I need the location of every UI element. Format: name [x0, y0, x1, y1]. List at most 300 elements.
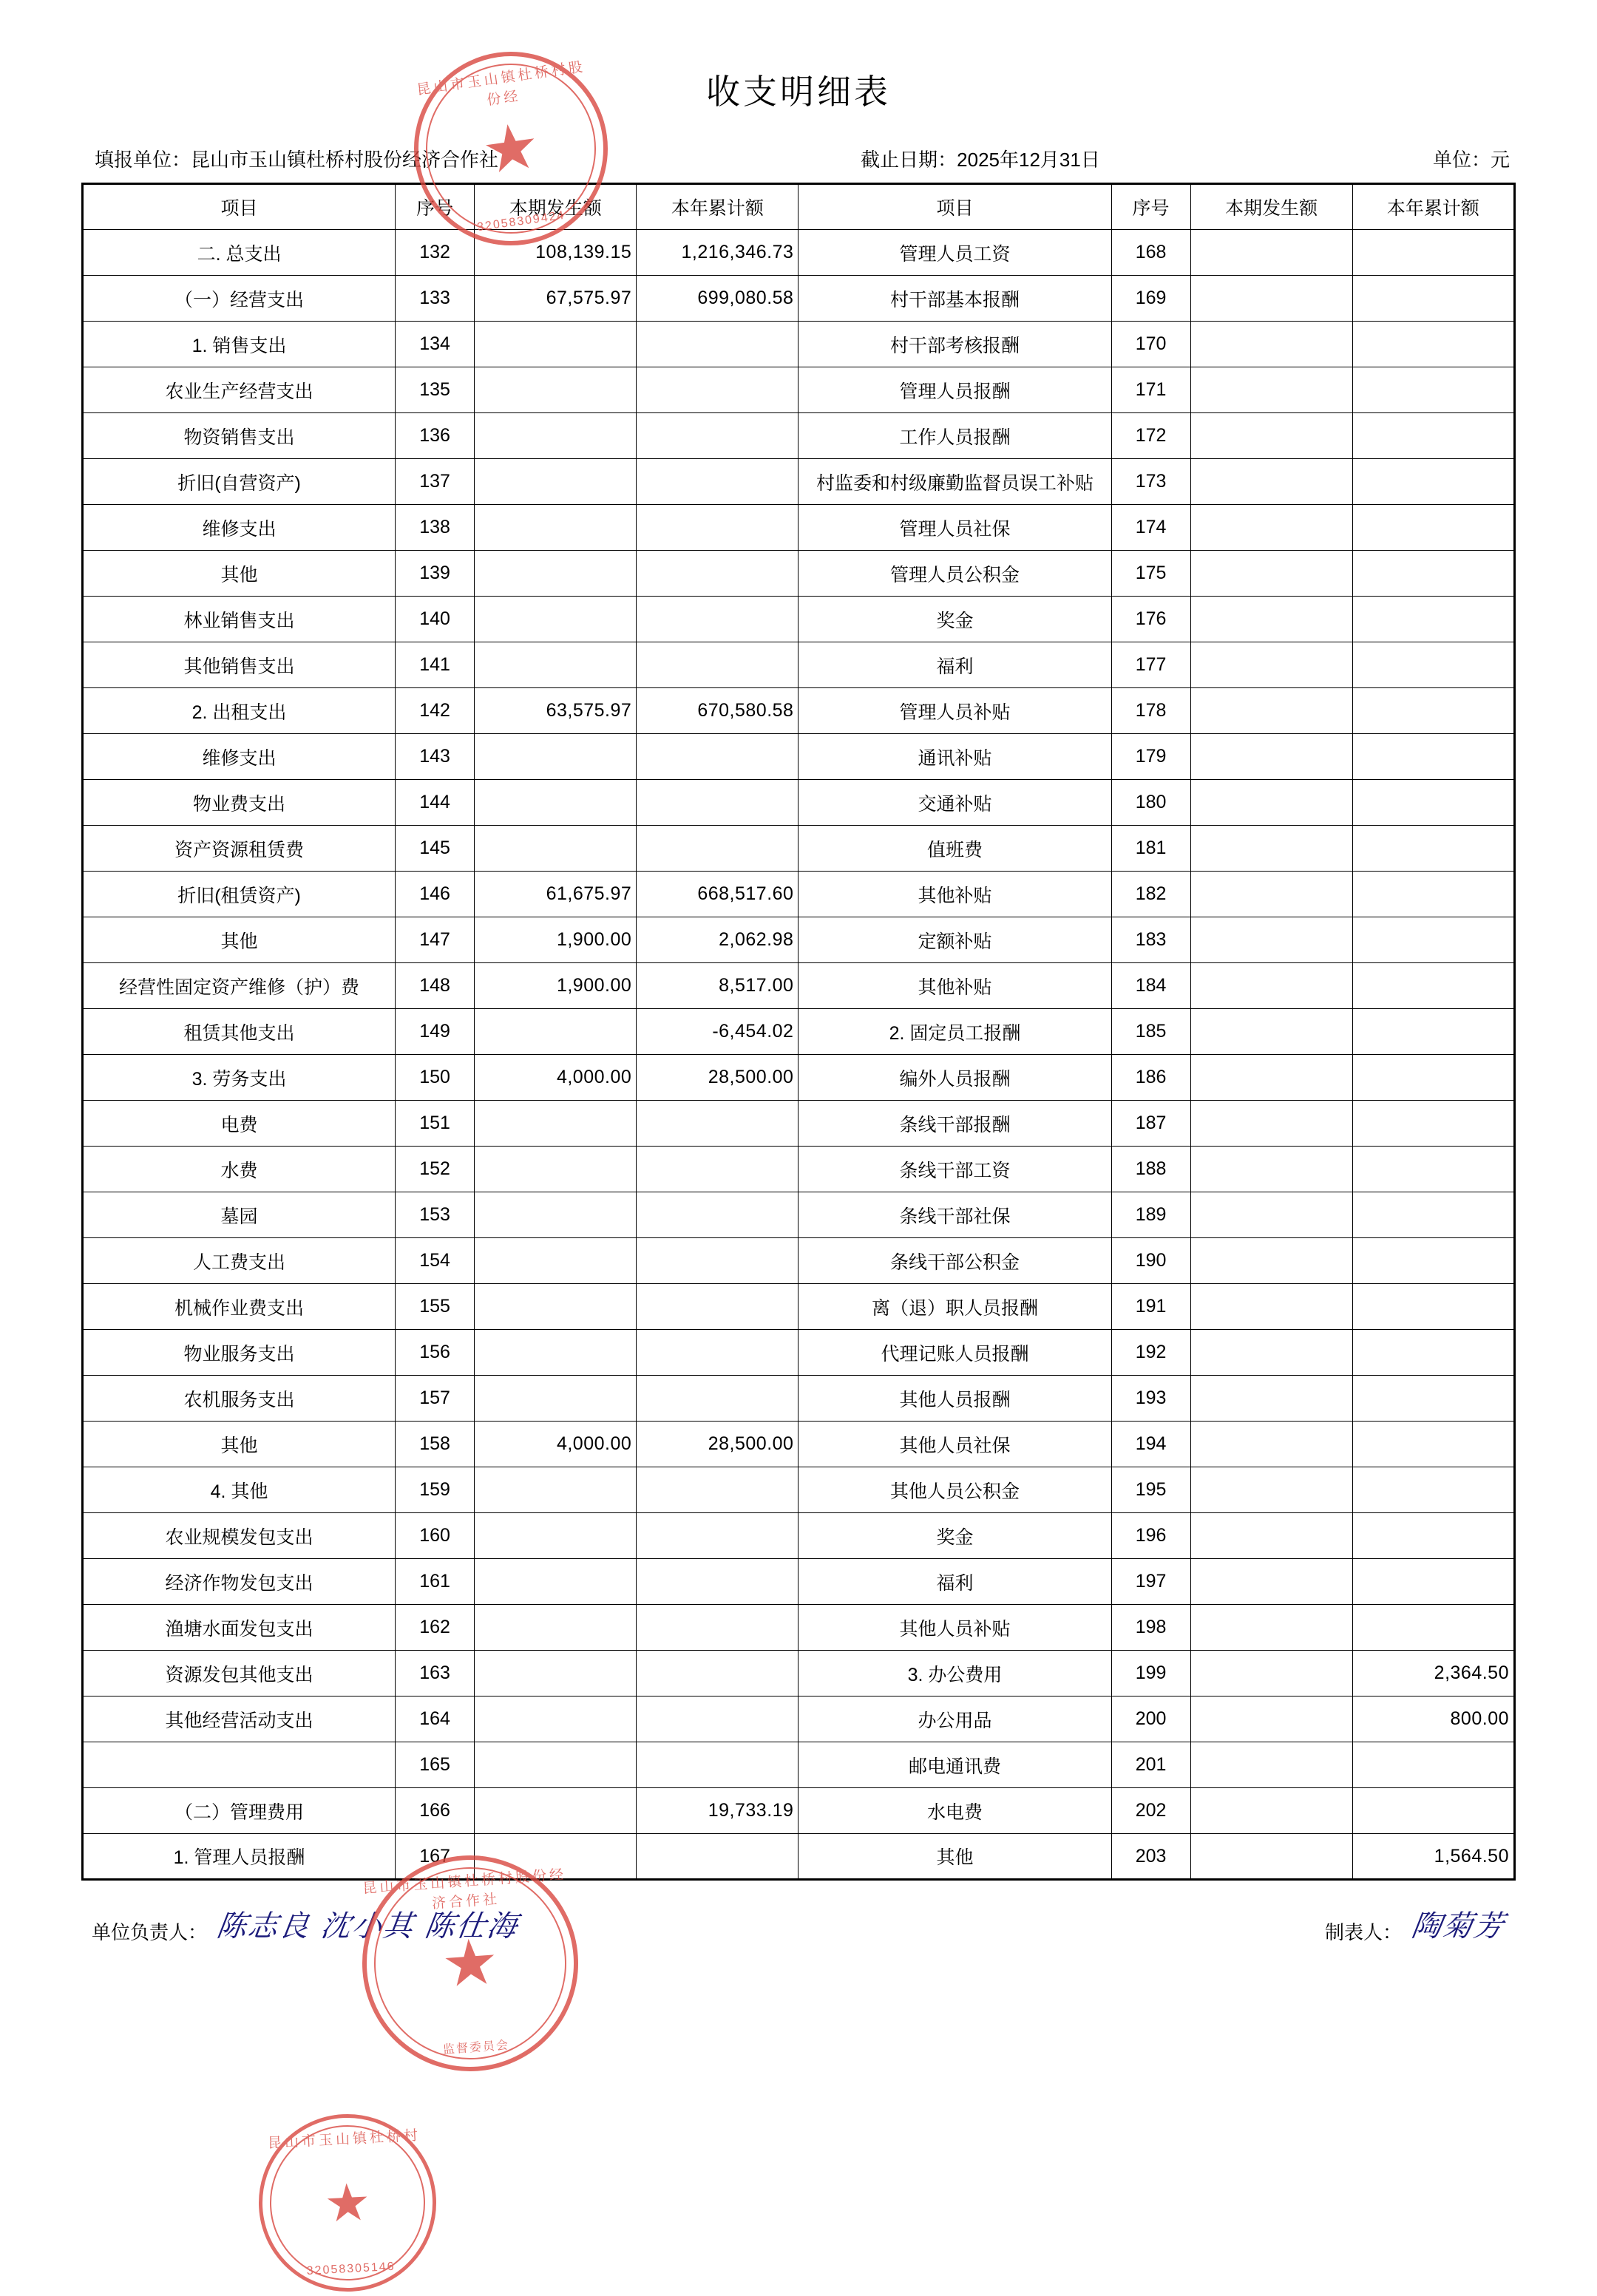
row-ytd-right	[1352, 551, 1514, 597]
seal-ring	[266, 2122, 430, 2285]
row-current-left	[475, 734, 637, 780]
signature-footer	[81, 1903, 1516, 1945]
row-no-right: 171	[1111, 367, 1190, 413]
row-ytd-right: 800.00	[1352, 1696, 1514, 1742]
row-current-right	[1190, 1605, 1352, 1651]
row-no-left: 163	[396, 1651, 475, 1696]
row-ytd-right	[1352, 1238, 1514, 1284]
row-item-left: 物业费支出	[83, 780, 396, 826]
row-current-left	[475, 1330, 637, 1376]
row-current-left	[475, 322, 637, 367]
cutoff-date-label: 截止日期：	[861, 149, 957, 171]
currency-unit: 单位：元	[1432, 149, 1510, 171]
row-current-left	[475, 642, 637, 688]
row-current-right	[1190, 1696, 1352, 1742]
row-no-left: 135	[396, 367, 475, 413]
row-item-right: 村监委和村级廉勤监督员误工补贴	[798, 459, 1111, 505]
row-item-right: 离（退）职人员报酬	[798, 1284, 1111, 1330]
row-no-right: 193	[1111, 1376, 1190, 1422]
row-no-left: 146	[396, 872, 475, 917]
row-item-left: 其他经营活动支出	[83, 1696, 396, 1742]
row-no-right: 195	[1111, 1467, 1190, 1513]
row-ytd-left: 670,580.58	[637, 688, 798, 734]
responsible-person-label: 单位负责人：	[92, 1921, 208, 1943]
row-ytd-left: 19,733.19	[637, 1788, 798, 1834]
row-item-right: 条线干部公积金	[798, 1238, 1111, 1284]
row-item-right: 其他	[798, 1834, 1111, 1880]
header-no-right: 序号	[1111, 184, 1190, 230]
row-item-left: 折旧(自营资产)	[83, 459, 396, 505]
row-no-right: 185	[1111, 1009, 1190, 1055]
row-ytd-left	[637, 1192, 798, 1238]
row-current-right	[1190, 780, 1352, 826]
row-current-left	[475, 551, 637, 597]
row-item-left: 其他	[83, 917, 396, 963]
row-no-right: 203	[1111, 1834, 1190, 1880]
row-no-left: 151	[396, 1101, 475, 1147]
row-ytd-left: 8,517.00	[637, 963, 798, 1009]
seal-top-text: 昆山市玉山镇杜桥村股份经	[416, 59, 587, 109]
row-current-left	[475, 367, 637, 413]
row-no-right: 198	[1111, 1605, 1190, 1651]
table-row	[83, 1192, 1515, 1238]
row-item-right: 定额补贴	[798, 917, 1111, 963]
row-no-left: 154	[396, 1238, 475, 1284]
header-ytd-left: 本年累计额	[637, 184, 798, 230]
row-current-right	[1190, 1055, 1352, 1101]
row-no-right: 172	[1111, 413, 1190, 459]
responsible-person	[92, 1903, 521, 1945]
row-current-right	[1190, 826, 1352, 872]
table-row	[83, 688, 1515, 734]
row-ytd-left	[637, 1559, 798, 1605]
row-ytd-left	[637, 1101, 798, 1147]
row-current-left	[475, 1651, 637, 1696]
cutoff-date-value: 2025年12月31日	[957, 149, 1100, 171]
row-item-right: 管理人员工资	[798, 230, 1111, 276]
row-no-left: 157	[396, 1376, 475, 1422]
row-ytd-right	[1352, 780, 1514, 826]
row-current-left	[475, 1284, 637, 1330]
row-item-left: （一）经营支出	[83, 276, 396, 322]
row-ytd-left	[637, 551, 798, 597]
row-no-left: 165	[396, 1742, 475, 1788]
reporting-unit	[95, 145, 498, 172]
row-item-right: 管理人员补贴	[798, 688, 1111, 734]
row-ytd-left: 699,080.58	[637, 276, 798, 322]
table-row	[83, 1376, 1515, 1422]
row-ytd-right	[1352, 459, 1514, 505]
row-no-left: 137	[396, 459, 475, 505]
row-item-left: 机械作业费支出	[83, 1284, 396, 1330]
row-ytd-left	[637, 1513, 798, 1559]
table-row	[83, 322, 1515, 367]
row-ytd-left	[637, 734, 798, 780]
row-current-right	[1190, 230, 1352, 276]
row-ytd-left: 2,062.98	[637, 917, 798, 963]
row-current-right	[1190, 413, 1352, 459]
table-row	[83, 780, 1515, 826]
row-item-left: 农业规模发包支出	[83, 1513, 396, 1559]
row-item-right: 村干部考核报酬	[798, 322, 1111, 367]
row-item-right: 交通补贴	[798, 780, 1111, 826]
row-ytd-left	[637, 1376, 798, 1422]
official-seal-signature	[254, 2110, 441, 2296]
row-no-right: 179	[1111, 734, 1190, 780]
row-current-left	[475, 459, 637, 505]
row-ytd-left	[637, 642, 798, 688]
row-current-left: 63,575.97	[475, 688, 637, 734]
row-item-left: 3. 劳务支出	[83, 1055, 396, 1101]
row-item-left: 其他	[83, 551, 396, 597]
row-current-left: 1,900.00	[475, 917, 637, 963]
table-row	[83, 1055, 1515, 1101]
row-item-right: 值班费	[798, 826, 1111, 872]
row-ytd-left	[637, 1742, 798, 1788]
row-no-right: 177	[1111, 642, 1190, 688]
row-no-left: 139	[396, 551, 475, 597]
row-no-right: 181	[1111, 826, 1190, 872]
row-no-left: 152	[396, 1147, 475, 1192]
row-no-right: 199	[1111, 1651, 1190, 1696]
row-item-right: 奖金	[798, 597, 1111, 642]
row-item-left: 维修支出	[83, 505, 396, 551]
seal-bottom-text: 32058305146	[306, 2260, 396, 2278]
row-ytd-left	[637, 322, 798, 367]
row-current-right	[1190, 1651, 1352, 1696]
table-row	[83, 1742, 1515, 1788]
row-item-left: 二. 总支出	[83, 230, 396, 276]
row-item-left: 4. 其他	[83, 1467, 396, 1513]
row-item-left	[83, 1742, 396, 1788]
table-row	[83, 1238, 1515, 1284]
row-ytd-left	[637, 1238, 798, 1284]
row-no-right: 169	[1111, 276, 1190, 322]
table-row	[83, 1696, 1515, 1742]
table-row	[83, 1330, 1515, 1376]
seal-bottom-text: 32058309424	[476, 208, 566, 234]
row-no-left: 133	[396, 276, 475, 322]
row-current-right	[1190, 1238, 1352, 1284]
row-ytd-right: 2,364.50	[1352, 1651, 1514, 1696]
reporting-unit-value: 昆山市玉山镇杜桥村股份经济合作社	[191, 149, 499, 171]
table-row	[83, 734, 1515, 780]
row-current-left	[475, 780, 637, 826]
row-current-right	[1190, 1376, 1352, 1422]
row-no-left: 147	[396, 917, 475, 963]
row-no-right: 173	[1111, 459, 1190, 505]
row-ytd-left	[637, 780, 798, 826]
row-ytd-right	[1352, 1009, 1514, 1055]
row-ytd-left	[637, 505, 798, 551]
row-current-left	[475, 1467, 637, 1513]
table-row	[83, 459, 1515, 505]
row-no-right: 197	[1111, 1559, 1190, 1605]
table-row	[83, 642, 1515, 688]
row-no-left: 144	[396, 780, 475, 826]
row-ytd-left: 28,500.00	[637, 1055, 798, 1101]
header-no-left: 序号	[396, 184, 475, 230]
table-row	[83, 1559, 1515, 1605]
row-item-left: 经济作物发包支出	[83, 1559, 396, 1605]
row-no-right: 175	[1111, 551, 1190, 597]
row-current-right	[1190, 688, 1352, 734]
table-row	[83, 1009, 1515, 1055]
row-item-left: 渔塘水面发包支出	[83, 1605, 396, 1651]
star-icon: ★	[439, 1926, 501, 2001]
row-current-right	[1190, 276, 1352, 322]
row-no-left: 142	[396, 688, 475, 734]
row-item-right: 通讯补贴	[798, 734, 1111, 780]
row-current-left: 4,000.00	[475, 1055, 637, 1101]
row-current-right	[1190, 1422, 1352, 1467]
table-row	[83, 551, 1515, 597]
row-current-right	[1190, 1147, 1352, 1192]
row-no-left: 138	[396, 505, 475, 551]
row-no-left: 150	[396, 1055, 475, 1101]
row-current-left	[475, 1147, 637, 1192]
table-row	[83, 1284, 1515, 1330]
row-item-left: 墓园	[83, 1192, 396, 1238]
row-ytd-right	[1352, 505, 1514, 551]
row-no-left: 141	[396, 642, 475, 688]
row-ytd-right	[1352, 642, 1514, 688]
row-item-right: 工作人员报酬	[798, 413, 1111, 459]
row-no-left: 155	[396, 1284, 475, 1330]
row-no-right: 187	[1111, 1101, 1190, 1147]
row-no-left: 166	[396, 1788, 475, 1834]
row-ytd-right	[1352, 322, 1514, 367]
table-header-row	[83, 184, 1515, 230]
row-no-left: 148	[396, 963, 475, 1009]
header-item-left: 项目	[83, 184, 396, 230]
row-item-right: 管理人员公积金	[798, 551, 1111, 597]
table-row	[83, 826, 1515, 872]
row-ytd-right	[1352, 917, 1514, 963]
row-ytd-left	[637, 826, 798, 872]
row-item-left: 农机服务支出	[83, 1376, 396, 1422]
star-icon: ★	[322, 2173, 373, 2233]
row-no-left: 143	[396, 734, 475, 780]
document-meta	[81, 145, 1516, 172]
row-current-right	[1190, 963, 1352, 1009]
row-item-left: 资源发包其他支出	[83, 1651, 396, 1696]
reporting-unit-label: 填报单位：	[95, 149, 191, 171]
row-item-left: 其他	[83, 1422, 396, 1467]
table-row	[83, 505, 1515, 551]
row-ytd-right	[1352, 413, 1514, 459]
row-no-left: 156	[396, 1330, 475, 1376]
table-row	[83, 1788, 1515, 1834]
row-no-right: 180	[1111, 780, 1190, 826]
row-item-left: 1. 销售支出	[83, 322, 396, 367]
row-no-right: 188	[1111, 1147, 1190, 1192]
row-current-left: 108,139.15	[475, 230, 637, 276]
row-current-right	[1190, 1284, 1352, 1330]
row-item-right: 办公用品	[798, 1696, 1111, 1742]
row-item-right: 其他人员社保	[798, 1422, 1111, 1467]
row-item-right: 条线干部社保	[798, 1192, 1111, 1238]
row-current-left	[475, 1513, 637, 1559]
row-no-right: 184	[1111, 963, 1190, 1009]
row-ytd-left: 28,500.00	[637, 1422, 798, 1467]
row-ytd-right	[1352, 597, 1514, 642]
seal-bottom-text: 监督委员会	[442, 2039, 510, 2056]
row-ytd-right	[1352, 367, 1514, 413]
row-current-left	[475, 1238, 637, 1284]
row-current-right	[1190, 322, 1352, 367]
row-ytd-right	[1352, 1055, 1514, 1101]
star-icon: ★	[478, 109, 544, 188]
row-no-left: 159	[396, 1467, 475, 1513]
row-no-left: 140	[396, 597, 475, 642]
row-current-right	[1190, 551, 1352, 597]
row-current-left: 61,675.97	[475, 872, 637, 917]
row-current-right	[1190, 1513, 1352, 1559]
row-item-right: 其他人员补贴	[798, 1605, 1111, 1651]
row-ytd-right	[1352, 734, 1514, 780]
row-current-left	[475, 1788, 637, 1834]
row-ytd-left	[637, 459, 798, 505]
row-current-right	[1190, 1742, 1352, 1788]
row-item-right: 其他人员公积金	[798, 1467, 1111, 1513]
preparer-label: 制表人：	[1324, 1921, 1402, 1943]
table-row	[83, 1147, 1515, 1192]
cutoff-date	[861, 145, 1100, 172]
row-ytd-left: 668,517.60	[637, 872, 798, 917]
row-current-right	[1190, 367, 1352, 413]
table-row	[83, 917, 1515, 963]
row-ytd-left: -6,454.02	[637, 1009, 798, 1055]
row-no-right: 183	[1111, 917, 1190, 963]
table-row	[83, 413, 1515, 459]
table-row	[83, 367, 1515, 413]
table-row	[83, 1513, 1515, 1559]
row-item-right: 条线干部工资	[798, 1147, 1111, 1192]
row-ytd-left	[637, 1605, 798, 1651]
row-ytd-left: 1,216,346.73	[637, 230, 798, 276]
row-current-right	[1190, 1330, 1352, 1376]
row-no-left: 153	[396, 1192, 475, 1238]
row-item-left: 维修支出	[83, 734, 396, 780]
row-current-left	[475, 1101, 637, 1147]
row-no-left: 167	[396, 1834, 475, 1880]
table-row	[83, 872, 1515, 917]
row-current-left	[475, 1376, 637, 1422]
table-row	[83, 597, 1515, 642]
row-current-right	[1190, 872, 1352, 917]
row-ytd-right	[1352, 963, 1514, 1009]
row-current-right	[1190, 1192, 1352, 1238]
row-ytd-right	[1352, 1605, 1514, 1651]
row-ytd-left	[637, 597, 798, 642]
row-no-left: 158	[396, 1422, 475, 1467]
row-no-left: 145	[396, 826, 475, 872]
row-item-right: 2. 固定员工报酬	[798, 1009, 1111, 1055]
row-no-right: 176	[1111, 597, 1190, 642]
row-current-left	[475, 505, 637, 551]
row-item-left: 林业销售支出	[83, 597, 396, 642]
table-row	[83, 230, 1515, 276]
row-item-right: 村干部基本报酬	[798, 276, 1111, 322]
row-item-right: 编外人员报酬	[798, 1055, 1111, 1101]
row-no-left: 136	[396, 413, 475, 459]
table-row	[83, 963, 1515, 1009]
row-ytd-left	[637, 1467, 798, 1513]
seal-top-text: 昆山市玉山镇杜桥村	[267, 2127, 421, 2152]
row-no-left: 132	[396, 230, 475, 276]
row-no-right: 194	[1111, 1422, 1190, 1467]
row-item-left: 物资销售支出	[83, 413, 396, 459]
row-ytd-left	[637, 1147, 798, 1192]
row-no-right: 190	[1111, 1238, 1190, 1284]
row-item-right: 3. 办公费用	[798, 1651, 1111, 1696]
row-no-left: 162	[396, 1605, 475, 1651]
row-no-right: 178	[1111, 688, 1190, 734]
row-current-left	[475, 1696, 637, 1742]
row-item-right: 其他补贴	[798, 963, 1111, 1009]
row-no-right: 186	[1111, 1055, 1190, 1101]
row-ytd-right	[1352, 1101, 1514, 1147]
row-no-right: 191	[1111, 1284, 1190, 1330]
header-current-right: 本期发生额	[1190, 184, 1352, 230]
row-item-right: 福利	[798, 642, 1111, 688]
row-no-right: 196	[1111, 1513, 1190, 1559]
row-ytd-right	[1352, 230, 1514, 276]
row-item-right: 管理人员社保	[798, 505, 1111, 551]
row-ytd-right	[1352, 1330, 1514, 1376]
row-ytd-right	[1352, 276, 1514, 322]
row-current-left	[475, 1834, 637, 1880]
row-current-right	[1190, 597, 1352, 642]
row-ytd-left	[637, 367, 798, 413]
row-ytd-right	[1352, 872, 1514, 917]
row-item-left: 农业生产经营支出	[83, 367, 396, 413]
table-row	[83, 1422, 1515, 1467]
header-current-left: 本期发生额	[475, 184, 637, 230]
row-ytd-right	[1352, 1422, 1514, 1467]
row-current-left: 1,900.00	[475, 963, 637, 1009]
row-current-left: 4,000.00	[475, 1422, 637, 1467]
preparer	[1324, 1903, 1508, 1945]
row-no-left: 164	[396, 1696, 475, 1742]
row-item-left: 折旧(租赁资产)	[83, 872, 396, 917]
row-ytd-right	[1352, 1742, 1514, 1788]
row-current-right	[1190, 642, 1352, 688]
row-item-left: 人工费支出	[83, 1238, 396, 1284]
row-item-right: 其他人员报酬	[798, 1376, 1111, 1422]
row-ytd-right	[1352, 826, 1514, 872]
row-item-right: 其他补贴	[798, 872, 1111, 917]
table-row	[83, 1467, 1515, 1513]
row-item-left: 物业服务支出	[83, 1330, 396, 1376]
row-current-right	[1190, 459, 1352, 505]
income-expense-table	[81, 183, 1516, 1881]
row-no-right: 170	[1111, 322, 1190, 367]
row-no-left: 149	[396, 1009, 475, 1055]
row-item-left: 水费	[83, 1147, 396, 1192]
row-ytd-left	[637, 1834, 798, 1880]
row-item-left: 租赁其他支出	[83, 1009, 396, 1055]
row-no-right: 200	[1111, 1696, 1190, 1742]
official-seal-bottom	[355, 1848, 586, 2079]
row-no-right: 201	[1111, 1742, 1190, 1788]
row-ytd-right	[1352, 1467, 1514, 1513]
row-current-left: 67,575.97	[475, 276, 637, 322]
row-ytd-right	[1352, 1788, 1514, 1834]
row-no-right: 202	[1111, 1788, 1190, 1834]
row-current-right	[1190, 1101, 1352, 1147]
